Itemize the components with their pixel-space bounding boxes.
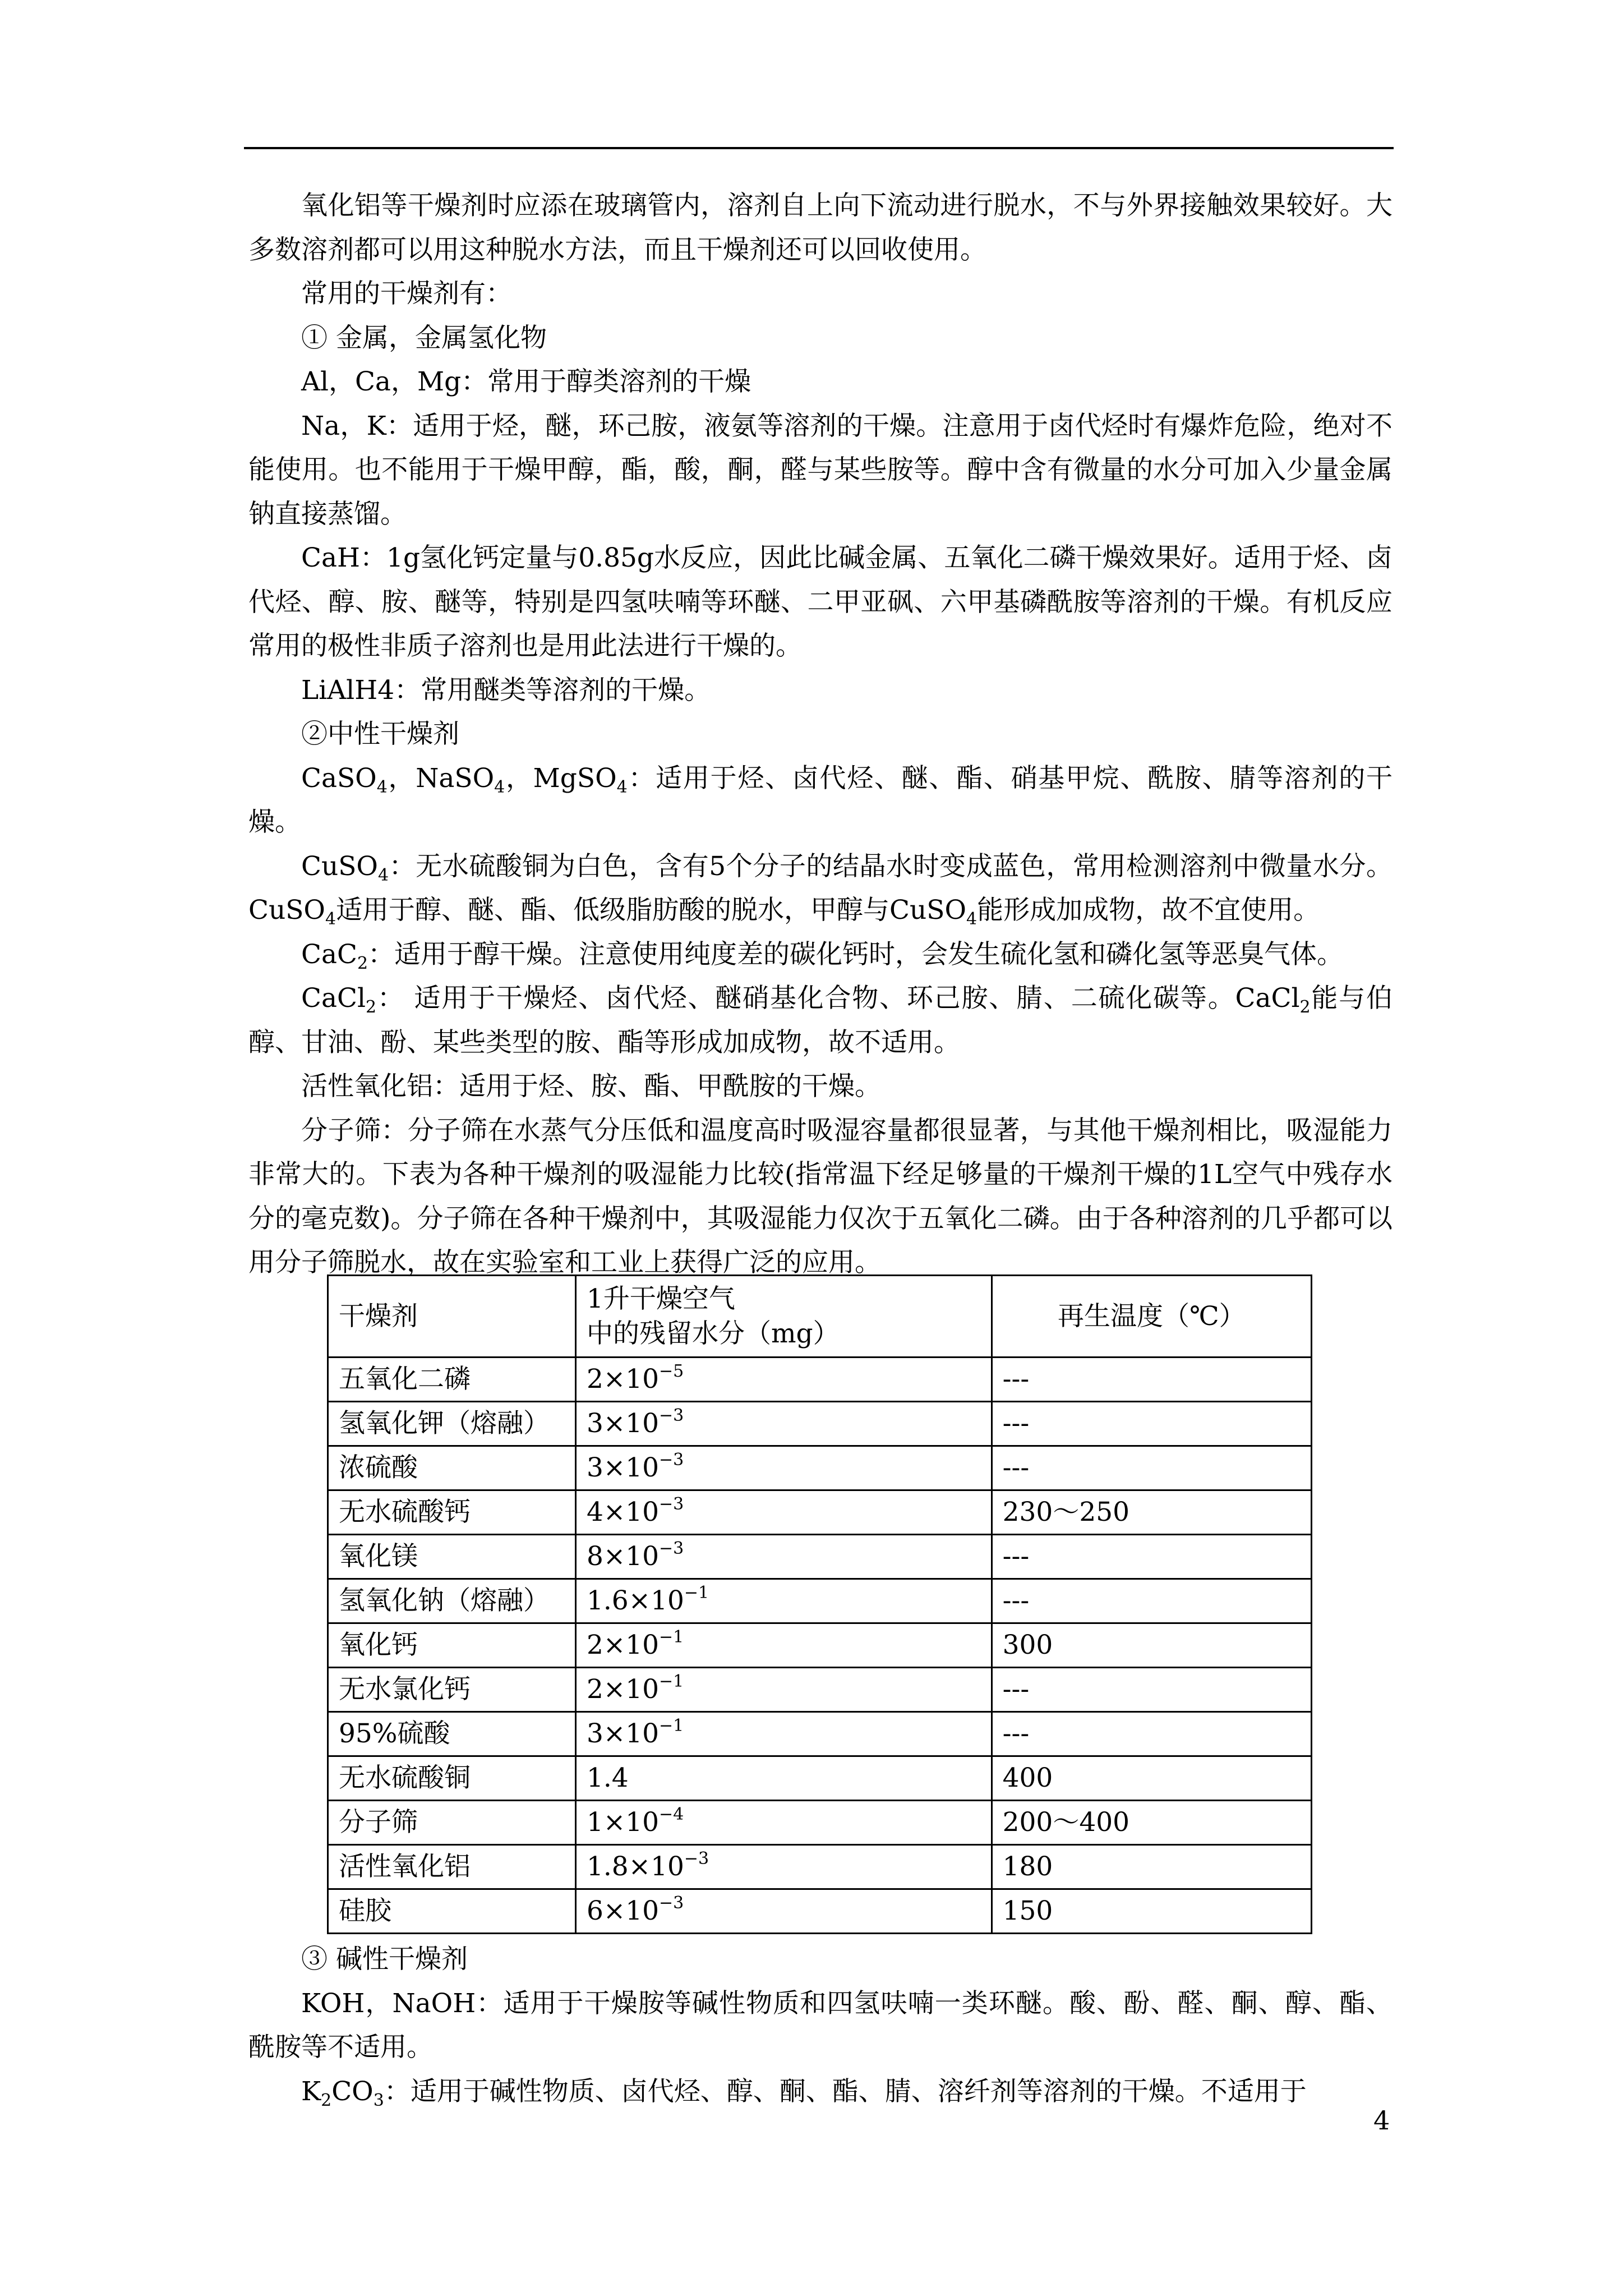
header-cell-desiccant: 干燥剂 <box>328 1276 576 1358</box>
cell-desiccant: 氢氧化钾（熔融） <box>328 1402 576 1446</box>
paragraph: $K_2CO_3$：适用于碱性物质、卤代烃、醇、酮、酯、腈、溶纤剂等溶剂的干燥。不适用于 <box>301 2076 1307 2110</box>
cell-regeneration-temp: 400 <box>992 1756 1311 1801</box>
section-heading: ②中性干燥剂 <box>301 719 459 749</box>
paragraph: 氧化铝等干燥剂时应添在玻璃管内，溶剂自上向下流动进行脱水，不与外界接触效果较好。大多数溶剂都可以用这种脱水方法，而且干燥剂还可以回收使用。 <box>248 190 1393 265</box>
table-row <box>328 1535 1312 1579</box>
section-heading: ③ 碱性干燥剂 <box>301 1944 468 1975</box>
paragraph: CuSO$_4$：无水硫酸铜为白色，含有5个分子的结晶水时变成蓝色，常用检测溶剂中微量水分。CuSO$_4$适用于醇、醚、酯、低级脂肪酸的脱水，甲醇与CuSO$_4$能形成加成物，故不宜使用。 <box>248 850 1393 929</box>
desiccant-table <box>327 1274 1312 1934</box>
cell-desiccant: 氧化钙 <box>328 1623 576 1668</box>
cell-desiccant: 五氧化二磷 <box>328 1358 576 1402</box>
paragraph: KOH，NaOH：适用于干燥胺等碱性物质和四氢呋喃一类环醚。酸、酚、醛、酮、醇、酯、酰胺等不适用。 <box>248 1987 1393 2063</box>
table-row <box>328 1579 1312 1623</box>
cell-desiccant: 无水氯化钙 <box>328 1668 576 1712</box>
cell-desiccant: 硅胶 <box>328 1889 576 1934</box>
cell-residual-water: $1.6\times 10^{-1}$ <box>575 1579 992 1623</box>
cell-regeneration-temp: 180 <box>992 1845 1311 1889</box>
cell-desiccant: 无水硫酸铜 <box>328 1756 576 1801</box>
table-row <box>328 1446 1312 1490</box>
table-row <box>328 1402 1312 1446</box>
cell-regeneration-temp: 200～400 <box>992 1801 1311 1845</box>
cell-residual-water: $1\times 10^{-4}$ <box>575 1801 992 1845</box>
cell-regeneration-temp: 150 <box>992 1889 1311 1934</box>
cell-desiccant: 无水硫酸钙 <box>328 1490 576 1535</box>
paragraph: CaC$_2$：适用于醇干燥。注意使用纯度差的碳化钙时，会发生硫化氢和磷化氢等恶臭气体。 <box>301 938 1344 973</box>
cell-desiccant: 氧化镁 <box>328 1535 576 1579</box>
cell-desiccant: 浓硫酸 <box>328 1446 576 1490</box>
section-heading: ① 金属，金属氢化物 <box>301 322 547 353</box>
cell-residual-water: 1.4 <box>575 1756 992 1801</box>
table-row <box>328 1845 1312 1889</box>
cell-residual-water: $2\times 10^{-1}$ <box>575 1623 992 1668</box>
cell-regeneration-temp: --- <box>992 1446 1311 1490</box>
cell-regeneration-temp: --- <box>992 1668 1311 1712</box>
body-text-upper <box>248 184 1393 1285</box>
paragraph: CaSO$_4$，NaSO$_4$，MgSO$_4$：适用于烃、卤代烃、醚、酯、硝基甲烷、酰胺、腈等溶剂的干燥。 <box>248 762 1393 838</box>
cell-regeneration-temp: --- <box>992 1579 1311 1623</box>
table-row <box>328 1668 1312 1712</box>
cell-desiccant: 氢氧化钠（熔融） <box>328 1579 576 1623</box>
cell-desiccant: 95%硫酸 <box>328 1712 576 1756</box>
paragraph: LiAlH4：常用醚类等溶剂的干燥。 <box>301 674 711 706</box>
paragraph: 常用的干燥剂有： <box>301 278 512 309</box>
cell-desiccant: 活性氧化铝 <box>328 1845 576 1889</box>
paragraph: 分子筛：分子筛在水蒸气分压低和温度高时吸湿容量都很显著，与其他干燥剂相比，吸湿能力非常大的。下表为各种干燥剂的吸湿能力比较(指常温下经足够量的干燥剂干燥的1L空气中残存水分的毫克数)。分子筛在各种干燥剂中，其吸湿能力仅次于五氧化二磷。由于各种溶剂的几乎都可以用分子筛脱水，故在实验室和工业上获得广泛的应用。 <box>248 1115 1393 1278</box>
cell-regeneration-temp: 300 <box>992 1623 1311 1668</box>
cell-regeneration-temp: --- <box>992 1358 1311 1402</box>
cell-desiccant: 分子筛 <box>328 1801 576 1845</box>
cell-residual-water: $2\times 10^{-1}$ <box>575 1668 992 1712</box>
cell-residual-water: $3\times 10^{-1}$ <box>575 1712 992 1756</box>
cell-residual-water: $4\times 10^{-3}$ <box>575 1490 992 1535</box>
cell-regeneration-temp: 230～250 <box>992 1490 1311 1535</box>
paragraph: Al，Ca，Mg：常用于醇类溶剂的干燥 <box>301 366 751 397</box>
table-row <box>328 1801 1312 1845</box>
table-row <box>328 1756 1312 1801</box>
cell-regeneration-temp: --- <box>992 1402 1311 1446</box>
cell-regeneration-temp: --- <box>992 1535 1311 1579</box>
paragraph: CaCl$_2$： 适用于干燥烃、卤代烃、醚硝基化合物、环己胺、腈、二硫化碳等。CaCl$_2$能与伯醇、甘油、酚、某些类型的胺、酯等形成加成物，故不适用。 <box>248 983 1393 1058</box>
table-row <box>328 1889 1312 1934</box>
table-row <box>328 1490 1312 1535</box>
table-header-row <box>328 1276 1312 1358</box>
cell-residual-water: $6\times 10^{-3}$ <box>575 1889 992 1934</box>
header-rule <box>244 147 1394 149</box>
cell-regeneration-temp: --- <box>992 1712 1311 1756</box>
header-cell-residual-water: 1升干燥空气 中的残留水分（mg） <box>575 1276 992 1358</box>
cell-residual-water: $3\times 10^{-3}$ <box>575 1446 992 1490</box>
cell-residual-water: $3\times 10^{-3}$ <box>575 1402 992 1446</box>
page-number: 4 <box>1373 2105 1390 2136</box>
paragraph: Na，K：适用于烃，醚，环己胺，液氨等溶剂的干燥。注意用于卤代烃时有爆炸危险，绝对不能使用。也不能用于干燥甲醇，酯，酸，酮，醛与某些胺等。醇中含有微量的水分可加入少量金属钠直接蒸馏。 <box>248 410 1393 530</box>
paragraph: 活性氧化铝：适用于烃、胺、酯、甲酰胺的干燥。 <box>301 1071 881 1102</box>
header-cell-regeneration-temp: 再生温度（℃） <box>992 1276 1311 1358</box>
paragraph: CaH：1g氢化钙定量与0.85g水反应，因此比碱金属、五氧化二磷干燥效果好。适用于烃、卤代烃、醇、胺、醚等，特别是四氢呋喃等环醚、二甲亚砜、六甲基磷酰胺等溶剂的干燥。有机反应常用的极性非质子溶剂也是用此法进行干燥的。 <box>248 542 1393 661</box>
table-row <box>328 1712 1312 1756</box>
cell-residual-water: $8\times 10^{-3}$ <box>575 1535 992 1579</box>
body-text-lower <box>248 1938 1393 2114</box>
cell-residual-water: $1.8\times 10^{-3}$ <box>575 1845 992 1889</box>
cell-residual-water: $2\times 10^{-5}$ <box>575 1358 992 1402</box>
table-row <box>328 1358 1312 1402</box>
table-row <box>328 1623 1312 1668</box>
